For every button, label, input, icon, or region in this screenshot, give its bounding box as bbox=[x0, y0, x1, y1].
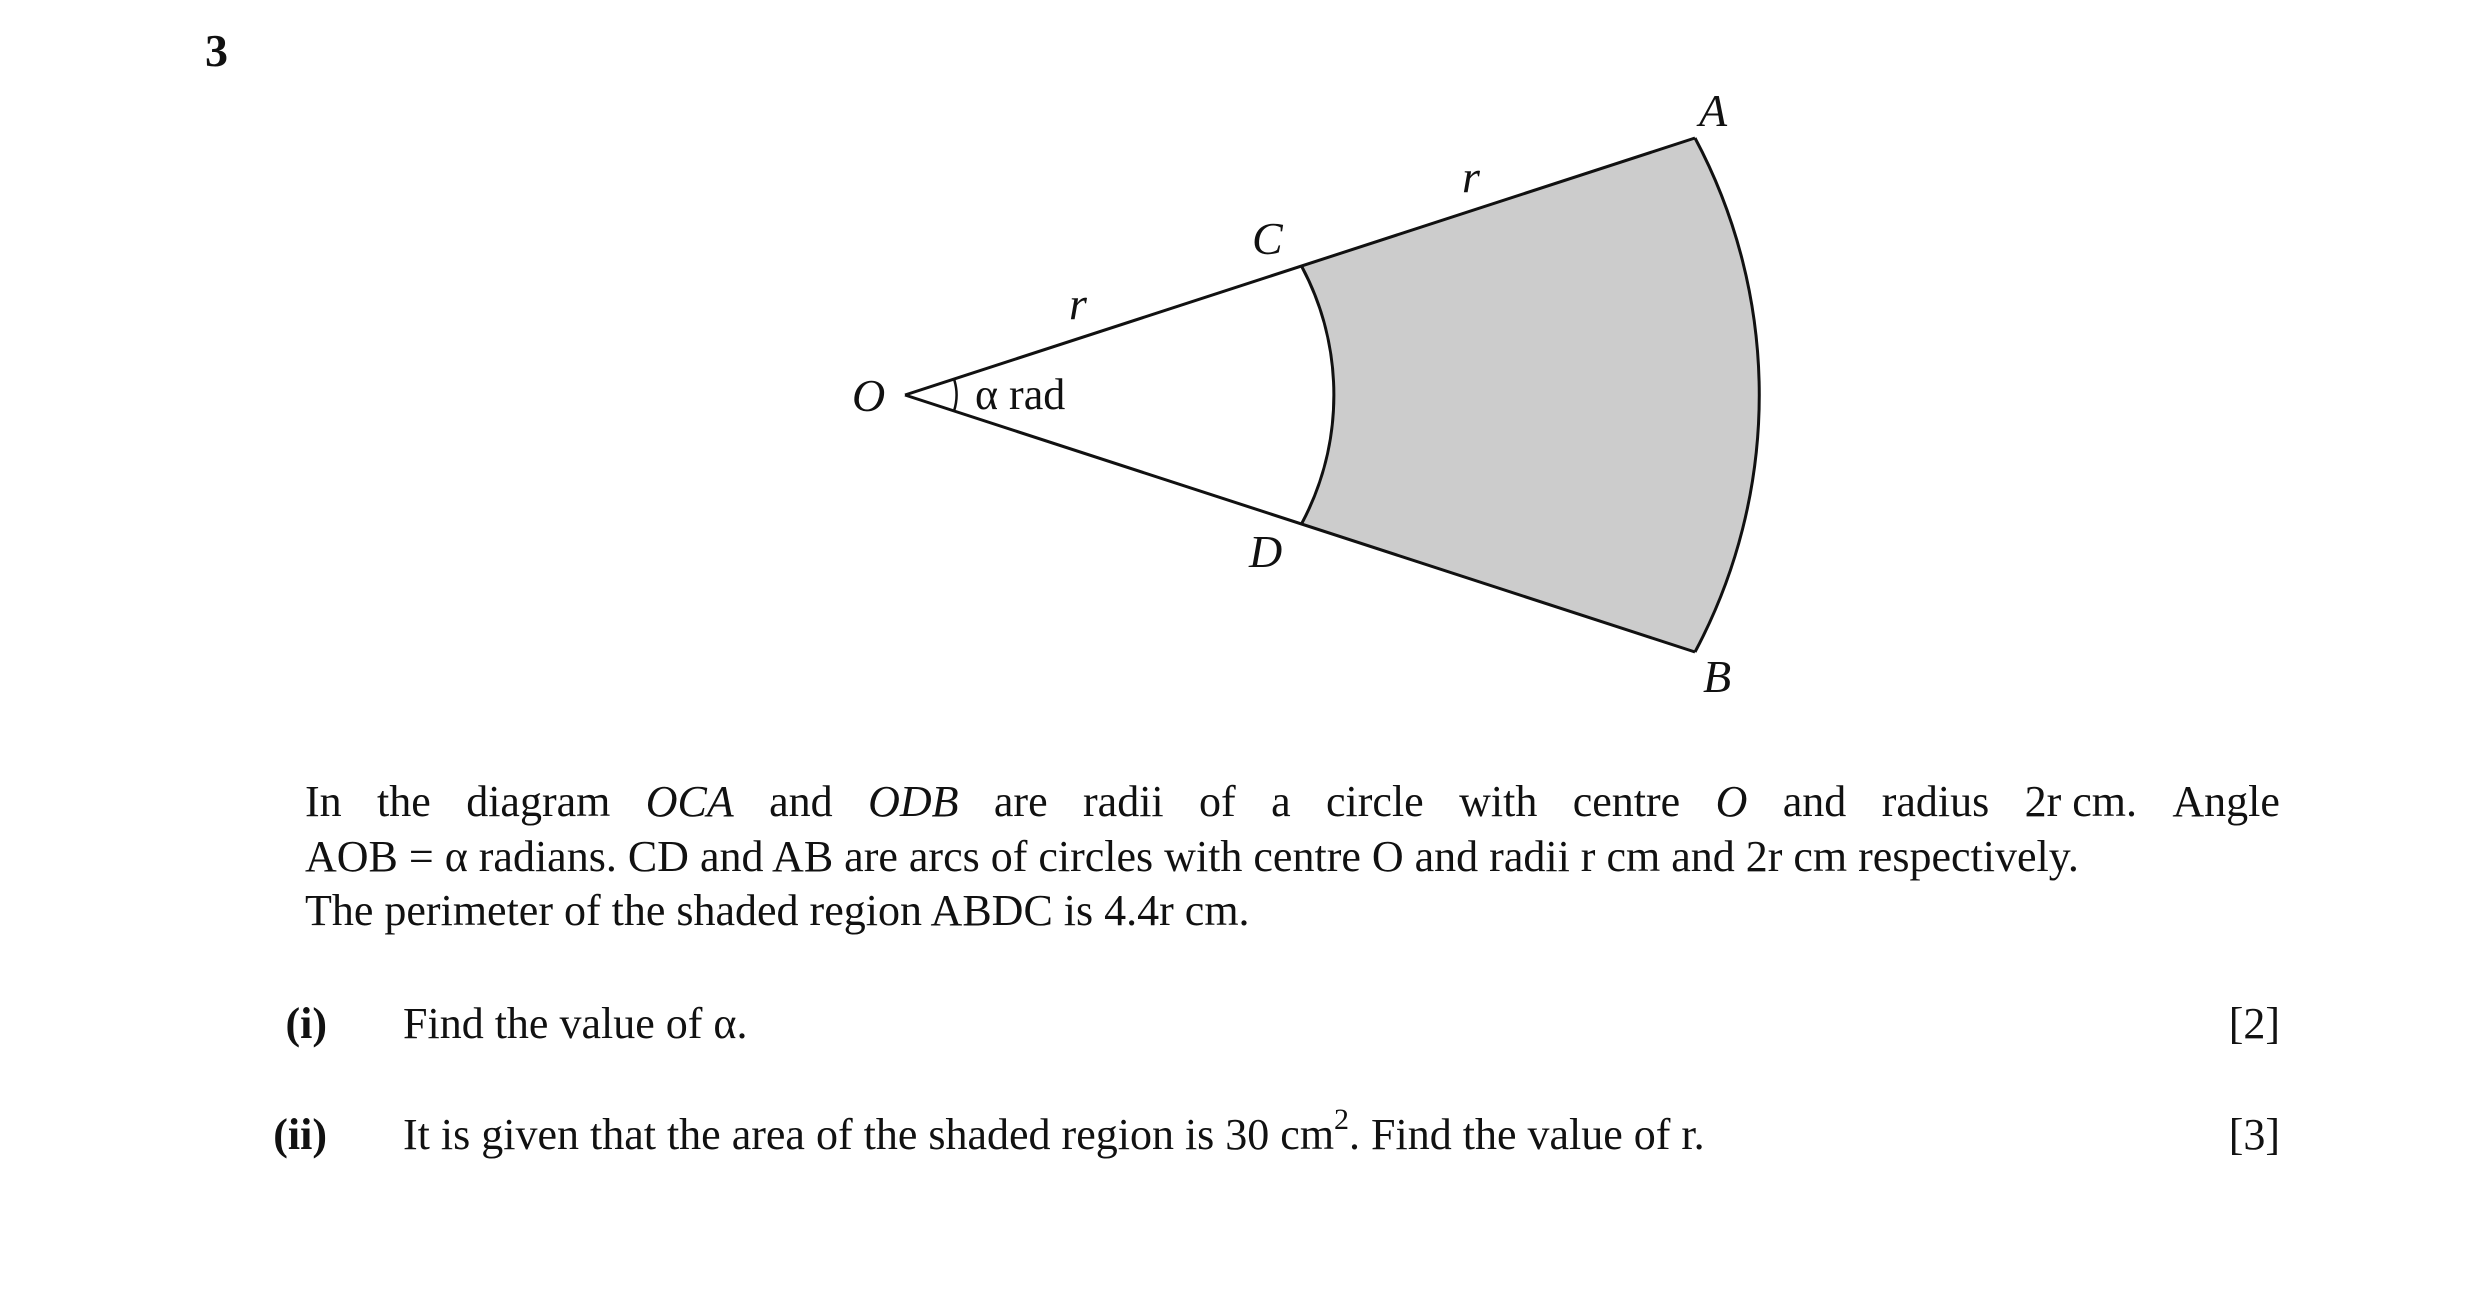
stem-line-2: AOB = α radians. CD and AB are arcs of circles with centre O and radii r cm and 2r cm respectively. bbox=[305, 831, 2079, 881]
word: of bbox=[1199, 777, 1236, 826]
label-r-inner: r bbox=[1069, 278, 1087, 329]
word: radius bbox=[1881, 777, 1990, 826]
part-i-label: (i) bbox=[285, 999, 327, 1048]
label-b: B bbox=[1703, 651, 1732, 702]
word: and bbox=[769, 777, 833, 826]
word: with bbox=[1459, 777, 1538, 826]
word: diagram bbox=[466, 777, 611, 826]
shaded-region-abdc bbox=[1302, 138, 1759, 652]
question-stem bbox=[305, 775, 2280, 939]
word: circle bbox=[1326, 777, 1424, 826]
part-ii-marks: [3] bbox=[2228, 1110, 2280, 1159]
part-i-marks: [2] bbox=[2228, 999, 2280, 1048]
word-2rcm: 2r cm. bbox=[2024, 777, 2138, 826]
part-ii-text-after: . Find the value of r. bbox=[1349, 1110, 1705, 1159]
word-o: O bbox=[1715, 777, 1748, 826]
word: and bbox=[1782, 777, 1847, 826]
word: In bbox=[305, 777, 342, 826]
part-ii-text bbox=[403, 1103, 1705, 1162]
word-oca: OCA bbox=[645, 777, 734, 826]
angle-mark bbox=[954, 379, 957, 411]
part-ii-superscript: 2 bbox=[1334, 1103, 1350, 1137]
word: centre bbox=[1572, 777, 1681, 826]
label-c: C bbox=[1252, 213, 1283, 264]
word: a bbox=[1271, 777, 1291, 826]
part-ii-label: (ii) bbox=[273, 1110, 327, 1159]
question-number: 3 bbox=[205, 25, 228, 76]
word: the bbox=[377, 777, 431, 826]
stem-line-1 bbox=[305, 775, 2280, 830]
stem-line-3: The perimeter of the shaded region ABDC is 4.4r cm. bbox=[305, 886, 1250, 935]
word: radii bbox=[1083, 777, 1164, 826]
label-angle: α rad bbox=[975, 370, 1066, 419]
part-i-text: Find the value of α. bbox=[403, 999, 748, 1048]
word-odb: ODB bbox=[868, 777, 959, 826]
word: Angle bbox=[2172, 777, 2280, 826]
label-a: A bbox=[1699, 85, 1728, 136]
word: are bbox=[993, 777, 1048, 826]
label-r-outer: r bbox=[1462, 151, 1480, 202]
label-o: O bbox=[852, 370, 886, 421]
part-ii-text-before: It is given that the area of the shaded region is 30 cm bbox=[403, 1110, 1335, 1159]
label-d: D bbox=[1249, 526, 1283, 577]
